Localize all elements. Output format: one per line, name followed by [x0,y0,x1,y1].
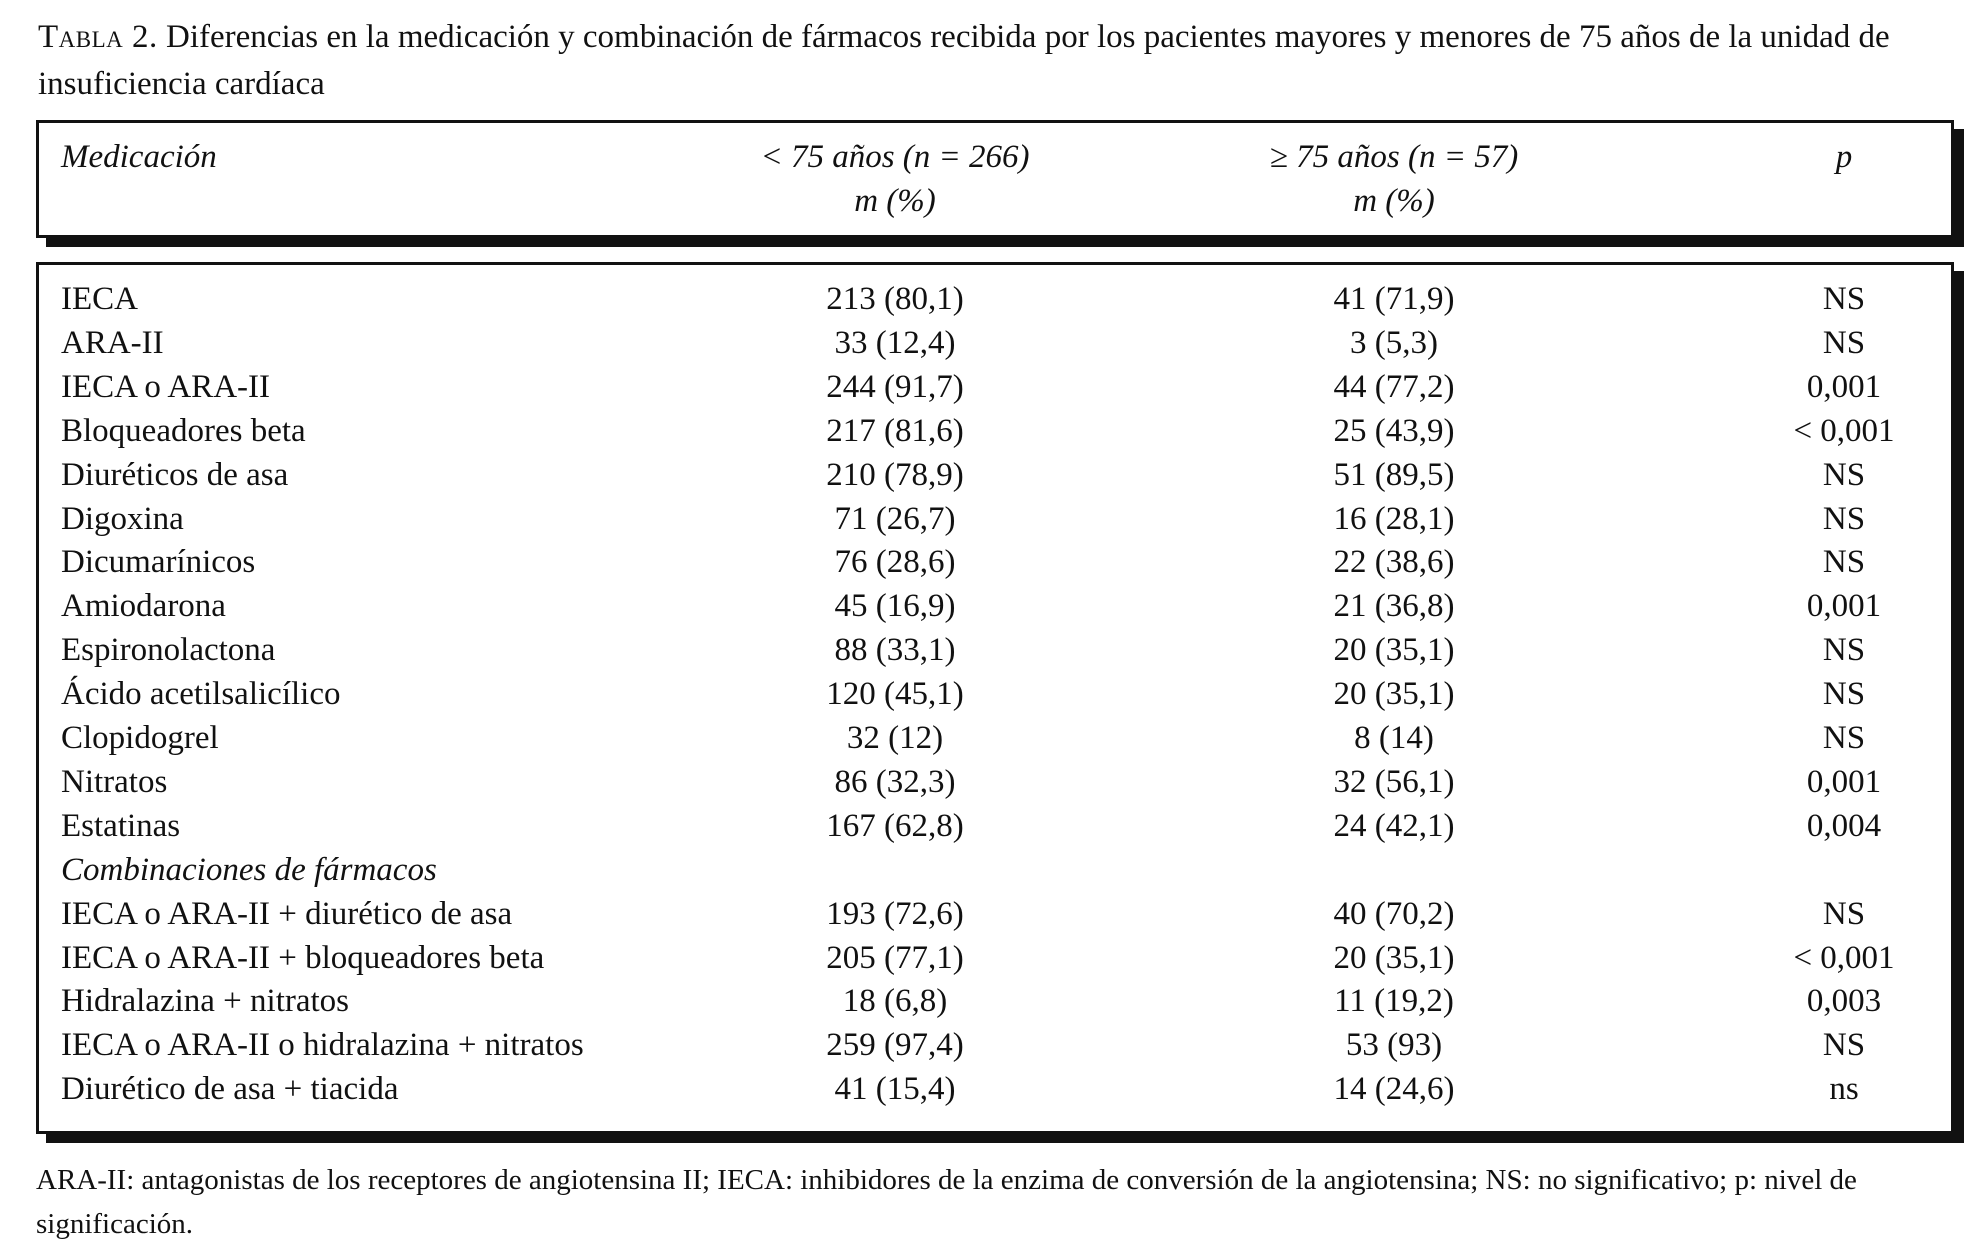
row-75-plus-value: 21 (36,8) [1333,588,1455,625]
table-footnote: ARA-II: antagonistas de los receptores de angiotensina II; IECA: inhibidores de la enzima de conversión de la angiotensina; NS: no significativo; p: nivel de significación. [36,1164,1857,1240]
row-medication-name: Nitratos [61,763,168,800]
row-under-75-value: 213 (80,1) [826,281,964,317]
table-row [39,716,1951,760]
row-75-plus-value: 20 (35,1) [1333,632,1455,669]
row-p-value: NS [1822,676,1866,713]
row-75-plus-value: 41 (71,9) [1333,281,1455,317]
row-medication-name: IECA o ARA-II + diurético de asa [61,895,513,932]
row-75-plus-value: 14 (24,6) [1333,1071,1455,1108]
row-p-value: NS [1822,720,1866,756]
row-medication-name: Bloqueadores beta [61,412,306,449]
row-under-75-value: 33 (12,4) [834,324,956,361]
row-medication-name: Ácido acetilsalicílico [61,676,341,713]
table-body [36,262,1954,1134]
row-75-plus-value: 20 (35,1) [1333,676,1455,713]
row-75-plus-value: 8 (14) [1354,720,1434,756]
table-row [39,892,1951,936]
row-medication-name: Digoxina [61,500,184,537]
row-medication-name: IECA [61,281,138,317]
row-75-plus-value: 44 (77,2) [1333,368,1455,405]
row-p-value: ns [1829,1071,1859,1108]
header-medication: Medicación [61,139,217,175]
row-under-75-value: 71 (26,7) [834,500,956,537]
table-row [39,672,1951,716]
table-row [39,979,1951,1023]
table-caption-label: Tabla 2. [38,19,158,55]
row-medication-name: IECA o ARA-II + bloqueadores beta [61,939,545,976]
table-row [39,804,1951,848]
row-75-plus-value: 40 (70,2) [1333,895,1455,932]
row-under-75-value: 76 (28,6) [834,544,956,581]
table-row [39,321,1951,365]
row-under-75-value: 120 (45,1) [826,676,964,713]
row-p-value: 0,001 [1806,368,1882,405]
table-section-heading [39,848,1951,892]
row-75-plus-value: 11 (19,2) [1334,983,1454,1020]
header-group-under-75-unit: m (%) [854,183,936,219]
row-75-plus-value: 16 (28,1) [1333,500,1455,537]
header-group-75-plus [1224,135,1564,223]
row-medication-name: Hidralazina + nitratos [61,983,350,1020]
row-medication-name: Estatinas [61,807,181,844]
row-under-75-value: 45 (16,9) [834,588,956,625]
row-75-plus-value: 51 (89,5) [1333,456,1455,493]
row-medication-name: ARA-II [61,324,164,361]
row-p-value: NS [1822,544,1866,581]
table-row [39,277,1951,321]
row-under-75-value: 88 (33,1) [834,632,956,669]
table-row [39,1067,1951,1111]
row-p-value: NS [1822,500,1866,537]
row-p-value: < 0,001 [1793,412,1895,449]
row-under-75-value: 244 (91,7) [826,368,964,405]
row-p-value: 0,001 [1806,763,1882,800]
row-under-75-value: 18 (6,8) [842,983,948,1020]
row-medication-name: Dicumarínicos [61,544,256,581]
row-p-value: NS [1822,632,1866,669]
row-75-plus-value: 25 (43,9) [1333,412,1455,449]
row-medication-name: Clopidogrel [61,720,219,756]
row-under-75-value: 210 (78,9) [826,456,964,493]
row-under-75-value: 259 (97,4) [826,1027,964,1064]
table-row [39,760,1951,804]
row-p-value: NS [1822,456,1866,493]
table-row [39,1023,1951,1067]
header-group-75-plus-label: ≥ 75 años (n = 57) [1269,139,1519,175]
header-p-value: p [1835,139,1853,175]
row-under-75-value: 86 (32,3) [834,763,956,800]
row-medication-name: Espironolactona [61,632,276,669]
row-75-plus-value: 24 (42,1) [1333,807,1455,844]
row-p-value: 0,004 [1806,807,1882,844]
table-row [39,497,1951,541]
row-75-plus-value: 53 (93) [1345,1027,1443,1064]
row-medication-name: Diurético de asa + tiacida [61,1071,399,1108]
row-medication-name: Diuréticos de asa [61,456,289,493]
row-medication-name: Amiodarona [61,588,226,625]
table-row [39,409,1951,453]
row-p-value: < 0,001 [1793,939,1895,976]
table-row [39,453,1951,497]
row-75-plus-value: 20 (35,1) [1333,939,1455,976]
row-under-75-value: 167 (62,8) [826,807,964,844]
header-group-under-75 [725,135,1065,223]
row-p-value: 0,003 [1806,983,1882,1020]
table-caption [38,14,1958,108]
row-under-75-value: 41 (15,4) [834,1071,956,1108]
header-group-75-plus-unit: m (%) [1353,183,1435,219]
row-p-value: NS [1822,324,1866,361]
row-medication-name: IECA o ARA-II o hidralazina + nitratos [61,1027,584,1064]
table-row [39,584,1951,628]
table-row [39,628,1951,672]
table-caption-text: Diferencias en la medicación y combinación de fármacos recibida por los pacientes mayores y menores de 75 años de la unidad de insuficiencia cardíaca [38,19,1890,102]
row-p-value: 0,001 [1806,588,1882,625]
row-75-plus-value: 22 (38,6) [1333,544,1455,581]
row-medication-name: Combinaciones de fármacos [61,851,437,888]
header-group-under-75-label: < 75 años (n = 266) [760,139,1030,175]
row-75-plus-value: 32 (56,1) [1333,763,1455,800]
row-p-value: NS [1822,1027,1866,1064]
row-under-75-value: 217 (81,6) [826,412,964,449]
row-p-value: NS [1822,281,1866,317]
table-row [39,540,1951,584]
table-row [39,365,1951,409]
row-p-value: NS [1822,895,1866,932]
table-header [36,120,1954,238]
row-medication-name: IECA o ARA-II [61,368,270,405]
row-under-75-value: 193 (72,6) [826,895,964,932]
table-row [39,936,1951,980]
row-75-plus-value: 3 (5,3) [1350,324,1438,361]
row-under-75-value: 205 (77,1) [826,939,964,976]
row-under-75-value: 32 (12) [846,720,944,756]
